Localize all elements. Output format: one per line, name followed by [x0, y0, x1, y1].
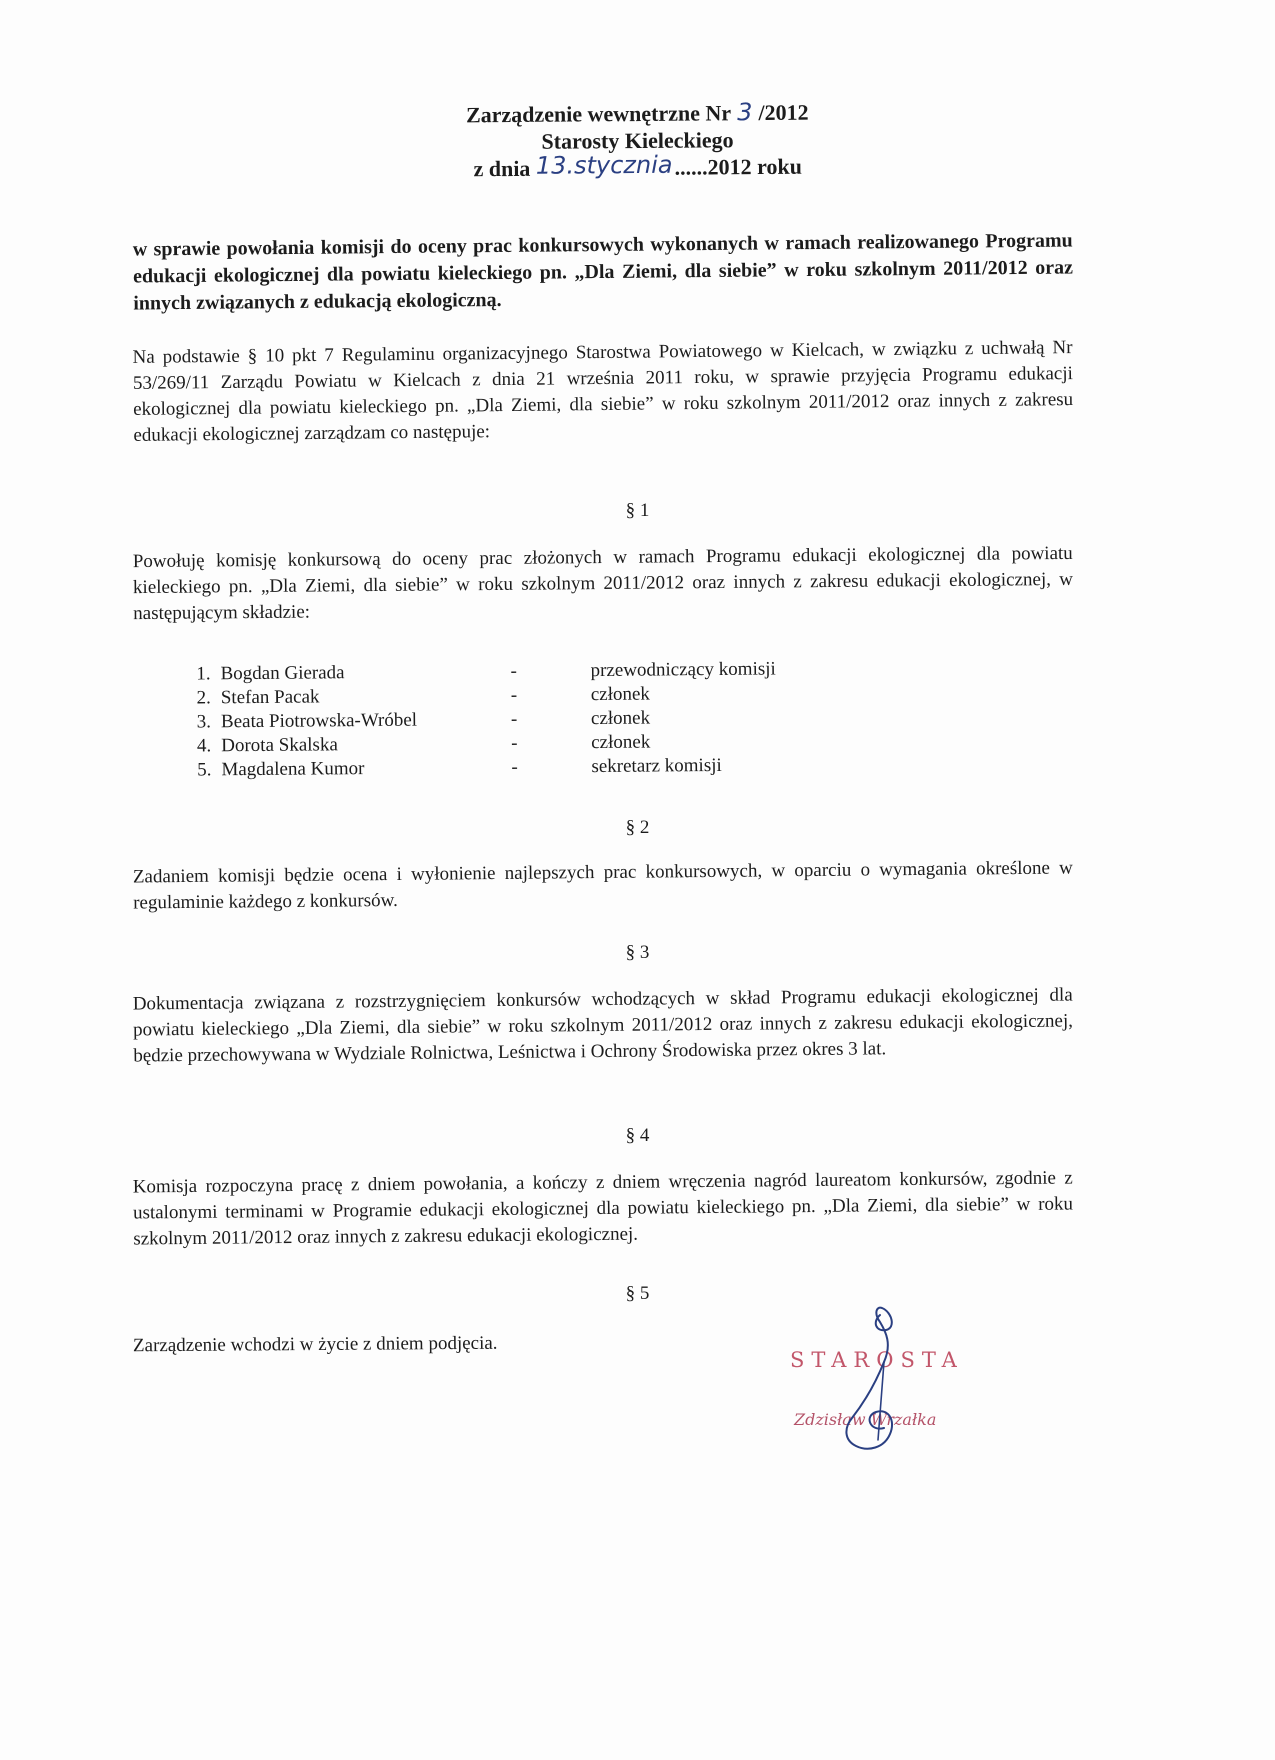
- section-sign-1: § 1: [625, 500, 650, 521]
- member-role: członek: [590, 707, 651, 730]
- section-text-3: Dokumentacja związana z rozstrzygnięciem konkursów wchodzących w skład Programu edukacji ekologicznej dla powiatu kieleckiego „Dla Ziemi, dla siebie” w roku szkolnym 2011/2012 oraz innych z zakresu edukacji ekologicznej, będzie przechowywana w Wydziale Rolnictwa, Leśnictwa i Ochrony Środowiska przez okres 3 lat.: [132, 984, 1074, 1067]
- member-name: Bogdan Gierada: [220, 662, 345, 685]
- member-role: przewodniczący komisji: [590, 658, 776, 682]
- section-sign-5: § 5: [625, 1283, 650, 1304]
- section-text-5: Zarządzenie wchodzi w życie z dniem podjęcia.: [132, 1332, 498, 1357]
- signature-icon: [780, 1300, 1010, 1480]
- member-dash: -: [510, 708, 518, 730]
- member-name: Dorota Skalska: [221, 734, 338, 757]
- section-sign-2: § 2: [625, 817, 650, 838]
- member-number: 3.: [196, 711, 212, 733]
- handwritten-date: 13.stycznia: [535, 150, 673, 180]
- member-role: członek: [590, 683, 650, 706]
- member-name: Magdalena Kumor: [221, 758, 365, 781]
- section-sign-3: § 3: [625, 942, 650, 963]
- header-year: /2012: [758, 99, 809, 126]
- member-name: Stefan Pacak: [220, 686, 320, 709]
- handwritten-number: 3: [737, 98, 753, 127]
- member-dash: -: [511, 732, 518, 754]
- header-title: Zarządzenie wewnętrzne Nr: [465, 100, 732, 128]
- subject-paragraph: w sprawie powołania komisji do oceny prac konkursowych wykonanych w ramach realizowanego Programu edukacji ekologicznej dla powiatu kieleckiego pn. „Dla Ziemi, dla siebie” w roku szkolnym 2011/2012 oraz innych związanych z edukacją ekologiczną.: [132, 229, 1074, 315]
- member-dash: -: [511, 756, 518, 778]
- section-text-1: Powołuję komisję konkursową do oceny prac złożonych w ramach Programu edukacji ekologicznej dla powiatu kieleckiego pn. „Dla Ziemi, dla siebie” w roku szkolnym 2011/2012 oraz innych z zakresu edukacji ekologicznej, w następującym składzie:: [132, 542, 1074, 625]
- header-date-suffix: ......2012 roku: [674, 153, 802, 180]
- member-number: 4.: [196, 735, 212, 757]
- member-role: sekretarz komisji: [591, 754, 722, 778]
- section-text-2: Zadaniem komisji będzie ocena i wyłonienie najlepszych prac konkursowych, w oparciu o wymagania określone w regulaminie każdego z konkursów.: [132, 857, 1073, 914]
- starosta-stamp: [780, 1300, 1010, 1480]
- section-text-4: Komisja rozpoczyna pracę z dniem powołania, a kończy z dniem wręczenia nagród laureatom konkursów, zgodnie z ustalonymi terminami w Programie edukacji ekologicznej dla powiatu kieleckiego pn. „Dla Ziemi, dla siebie” w roku szkolnym 2011/2012 oraz innych z zakresu edukacji ekologicznej.: [132, 1167, 1074, 1250]
- document-header: [0, 95, 1275, 186]
- member-name: Beata Piotrowska-Wróbel: [220, 709, 418, 733]
- stamp-name: Zdzisław Wrzałka: [794, 1410, 937, 1429]
- section-sign-4: § 4: [625, 1125, 650, 1146]
- member-dash: -: [510, 660, 517, 682]
- committee-members-list: [164, 657, 805, 783]
- member-number: 2.: [196, 687, 211, 709]
- member-number: 5.: [197, 759, 212, 781]
- list-item: [165, 753, 805, 783]
- header-line-2: Starosty Kieleckiego: [541, 127, 734, 154]
- intro-paragraph: Na podstawie § 10 pkt 7 Regulaminu organizacyjnego Starostwa Powiatowego w Kielcach, w związku z uchwałą Nr 53/269/11 Zarządu Powiatu w Kielcach z dnia 21 września 2011 roku, w sprawie przyjęcia Programu edukacji ekologicznej dla powiatu kieleckiego pn. „Dla Ziemi, dla siebie” w roku szkolnym 2011/2012 oraz innych z zakresu edukacji ekologicznej zarządzam co następuje:: [132, 337, 1074, 446]
- stamp-title: STAROSTA: [790, 1348, 964, 1372]
- header-date-prefix: z dnia: [473, 155, 531, 182]
- member-dash: -: [510, 684, 518, 706]
- member-number: 1.: [196, 663, 211, 685]
- member-role: członek: [591, 731, 651, 754]
